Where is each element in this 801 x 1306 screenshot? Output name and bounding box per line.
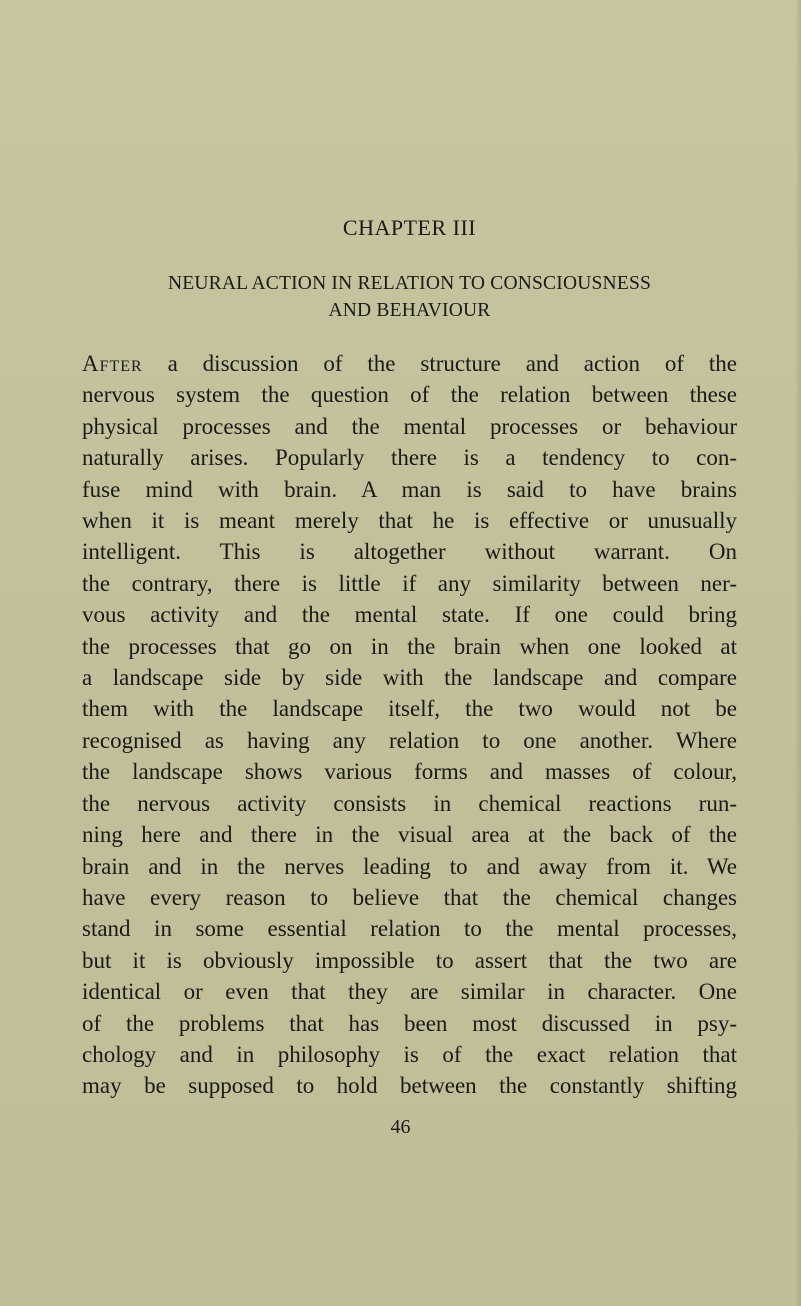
page-edge-shadow — [795, 0, 801, 1306]
text-line: chology and in philosophy is of the exact relation that — [82, 1041, 737, 1067]
chapter-heading: CHAPTER III — [342, 215, 477, 240]
text-line: physical processes and the mental processes or behaviour — [82, 413, 737, 439]
text-line: the nervous activity consists in chemical reactions run- — [82, 790, 737, 816]
text-line: may be supposed to hold between the constantly shifting — [82, 1073, 737, 1099]
text-line: After a discussion of the structure and action of the — [82, 351, 737, 376]
text-line: them with the landscape itself, the two would not be — [82, 696, 737, 722]
page-number: 46 — [390, 1116, 411, 1138]
text-line: identical or even that they are similar in character. One — [82, 979, 737, 1005]
text-line: the landscape shows various forms and masses of colour, — [82, 759, 737, 785]
text-line: of the problems that has been most discussed in psy- — [82, 1010, 737, 1036]
drop-word: After — [82, 351, 143, 376]
text-line: ning here and there in the visual area at the back of the — [82, 822, 737, 848]
text-line: nervous system the question of the relation between these — [82, 382, 737, 408]
text-block — [82, 215, 737, 1102]
text-line: intelligent. This is altogether without warrant. On — [82, 539, 737, 565]
text-line: fuse mind with brain. A man is said to have brains — [82, 476, 737, 502]
chapter-title — [82, 270, 737, 324]
text-line: vous activity and the mental state. If one could bring — [82, 602, 737, 628]
text-line: have every reason to believe that the chemical changes — [82, 884, 737, 910]
chapter-title-line-1: NEURAL ACTION IN RELATION TO CONSCIOUSNESS — [167, 273, 652, 294]
text-line: brain and in the nerves leading to and away from it. We — [82, 853, 737, 879]
text-line: a landscape side by side with the landscape and compare — [82, 665, 737, 691]
text-line: recognised as having any relation to one another. Where — [82, 727, 737, 753]
text-line: when it is meant merely that he is effective or unusually — [82, 508, 737, 534]
text-line: the contrary, there is little if any similarity between ner- — [82, 570, 737, 596]
body-paragraph — [82, 348, 737, 1102]
text-line: the processes that go on in the brain when one looked at — [82, 633, 737, 659]
text-line: naturally arises. Popularly there is a tendency to con- — [82, 445, 737, 471]
text-line: but it is obviously impossible to assert that the two are — [82, 947, 737, 973]
chapter-title-line-2: AND BEHAVIOUR — [328, 300, 491, 321]
text-line: stand in some essential relation to the mental processes, — [82, 916, 737, 942]
